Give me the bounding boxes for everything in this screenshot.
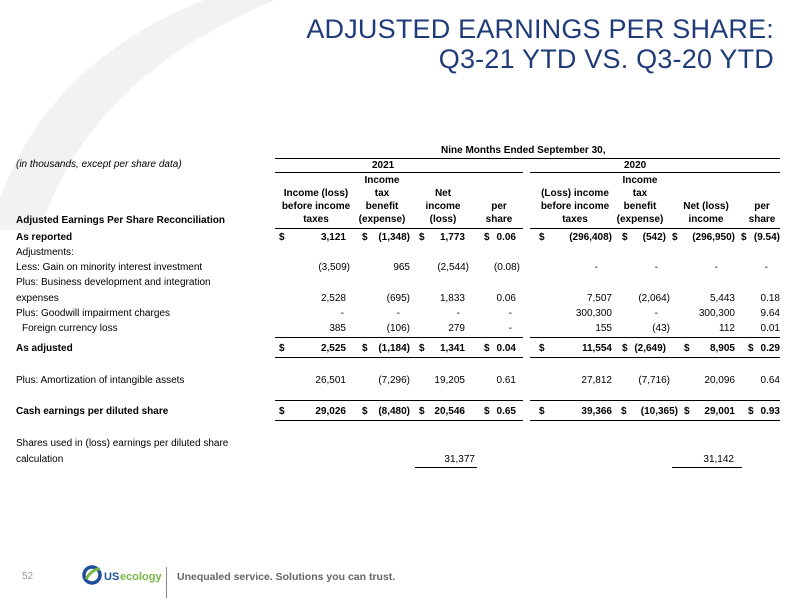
- currency-symbol: $: [684, 343, 690, 354]
- bizdev-2020-pershare: 0.18: [760, 293, 780, 304]
- subtotal-2020-rule: [530, 337, 780, 338]
- as-reported-2021-pershare: 0.06: [496, 232, 516, 243]
- row-label-bizdev-line1: Plus: Business development and integration: [16, 277, 211, 288]
- row-label-amortization: Plus: Amortization of intangible assets: [16, 375, 185, 386]
- as-adjusted-2020-pershare: 0.29: [760, 343, 780, 354]
- year-2020-header: 2020: [624, 160, 647, 171]
- cash-eps-2020-pretax: 39,366: [581, 406, 612, 417]
- bizdev-2020-tax: (2,064): [638, 293, 670, 304]
- col-2020-net-header: Net (loss) income: [683, 201, 729, 225]
- currency-symbol: $: [748, 343, 754, 354]
- currency-symbol: $: [484, 343, 490, 354]
- shares-2021-underline: [415, 467, 477, 468]
- bizdev-2021-pershare: 0.06: [496, 293, 516, 304]
- fx-2020-pershare: 0.01: [760, 323, 780, 334]
- tagline: Unequaled service. Solutions you can trust.: [177, 571, 396, 583]
- gain-2020-pershare: -: [764, 262, 768, 273]
- as-reported-2020-pretax: (296,408): [569, 232, 612, 243]
- as-reported-2020-pershare: (9.54): [753, 232, 780, 243]
- as-adjusted-2021-underline: [275, 357, 523, 358]
- year-2021-header: 2021: [372, 160, 395, 171]
- bizdev-2020-net: 5,443: [709, 293, 735, 304]
- row-label-as-reported: As reported: [16, 232, 73, 243]
- as-adjusted-2021-net: 1,341: [439, 343, 465, 354]
- headers-2021-underline: [275, 228, 523, 229]
- currency-symbol: $: [484, 406, 490, 417]
- currency-symbol: $: [539, 406, 545, 417]
- as-reported-2020-tax: (542): [642, 232, 666, 243]
- currency-symbol: $: [419, 232, 425, 243]
- as-adjusted-2020-underline: [530, 357, 780, 358]
- fx-2020-pretax: 155: [595, 323, 612, 334]
- gain-2021-pretax: (3,509): [318, 262, 350, 273]
- gain-2020-net: -: [714, 262, 718, 273]
- goodwill-2021-tax: -: [396, 308, 400, 319]
- col-2021-net-header: Net income (loss): [425, 188, 461, 225]
- row-label-bizdev-line2: expenses: [16, 293, 59, 304]
- gain-2021-pershare: (0.08): [493, 262, 520, 273]
- cash-eps-2020-pershare: 0.93: [760, 406, 780, 417]
- col-2021-pretax-header: Income (loss) before income taxes: [281, 188, 351, 225]
- goodwill-2020-net: 300,300: [698, 308, 735, 319]
- slide-title-line-1: ADJUSTED EARNINGS PER SHARE:: [306, 14, 774, 44]
- amort-2020-tax: (7,716): [638, 375, 670, 386]
- row-label-gain: Less: Gain on minority interest investment: [16, 262, 203, 273]
- goodwill-2020-tax: -: [654, 308, 658, 319]
- row-header: Adjusted Earnings Per Share Reconciliation: [16, 215, 225, 226]
- amort-2020-pretax: 27,812: [581, 375, 612, 386]
- as-reported-2021-tax: (1,348): [378, 232, 410, 243]
- fx-2020-tax: (43): [652, 323, 670, 334]
- amort-2020-net: 20,096: [704, 375, 735, 386]
- page-number: 52: [22, 571, 34, 582]
- currency-symbol: $: [279, 343, 285, 354]
- cash-eps-2021-pretax: 29,026: [315, 406, 346, 417]
- shares-2020-underline: [672, 467, 742, 468]
- currency-symbol: $: [419, 343, 425, 354]
- cash-eps-2020-tax: (10,365): [640, 406, 678, 417]
- slide-title-line-2: Q3-21 YTD VS. Q3-20 YTD: [438, 44, 774, 74]
- col-2020-pershare-header: per share: [748, 201, 776, 225]
- amort-2021-tax: (7,296): [378, 375, 410, 386]
- currency-symbol: $: [279, 232, 285, 243]
- bizdev-2021-net: 1,833: [439, 293, 465, 304]
- shares-2021: 31,377: [444, 454, 475, 465]
- bizdev-2021-pretax: 2,528: [320, 293, 346, 304]
- currency-symbol: $: [621, 406, 627, 417]
- goodwill-2021-pershare: -: [508, 308, 512, 319]
- bizdev-2020-pretax: 7,507: [586, 293, 612, 304]
- amort-2021-pretax: 26,501: [315, 375, 346, 386]
- col-2020-tax-header: Income tax benefit (expense): [616, 175, 664, 225]
- shares-2020: 31,142: [703, 454, 734, 465]
- as-reported-2021-pretax: 3,121: [320, 232, 346, 243]
- fx-2021-tax: (106): [386, 323, 410, 334]
- cash-eps-2021-tax: (8,480): [378, 406, 410, 417]
- row-label-adjustments: Adjustments:: [16, 247, 74, 258]
- goodwill-2021-net: -: [456, 308, 460, 319]
- as-adjusted-2020-tax: (2,649): [634, 343, 666, 354]
- as-adjusted-2020-net: 8,905: [709, 343, 735, 354]
- fx-2021-pershare: -: [508, 323, 512, 334]
- row-label-as-adjusted: As adjusted: [16, 343, 73, 354]
- as-adjusted-2021-pershare: 0.04: [496, 343, 516, 354]
- currency-symbol: $: [419, 406, 425, 417]
- goodwill-2021-pretax: -: [340, 308, 344, 319]
- currency-symbol: $: [539, 343, 545, 354]
- currency-symbol: $: [748, 406, 754, 417]
- logo-ecology-text: ecology: [120, 571, 162, 583]
- period-header-underline: [275, 158, 780, 159]
- goodwill-2020-pershare: 9.64: [760, 308, 780, 319]
- col-2020-pretax-header: (Loss) income before income taxes: [540, 188, 610, 225]
- subtotal-2021-rule: [275, 337, 523, 338]
- year-2020-underline: [530, 172, 780, 173]
- currency-symbol: $: [622, 343, 628, 354]
- period-header: Nine Months Ended September 30,: [441, 145, 606, 156]
- currency-symbol: $: [362, 232, 368, 243]
- year-2021-underline: [275, 172, 523, 173]
- row-label-shares-line1: Shares used in (loss) earnings per diluted share: [16, 438, 229, 449]
- cash-eps-2021-top-rule: [275, 400, 523, 401]
- cash-eps-2020-net: 29,001: [704, 406, 735, 417]
- as-reported-2021-net: 1,773: [439, 232, 465, 243]
- col-2021-pershare-header: per share: [485, 201, 513, 225]
- currency-symbol: $: [362, 343, 368, 354]
- amort-2020-pershare: 0.64: [760, 375, 780, 386]
- footer-divider: [166, 567, 167, 598]
- bizdev-2021-tax: (695): [386, 293, 410, 304]
- as-adjusted-2021-tax: (1,184): [378, 343, 410, 354]
- headers-2020-underline: [530, 228, 780, 229]
- amort-2021-pershare: 0.61: [496, 375, 516, 386]
- gain-2021-net: (2,544): [437, 262, 469, 273]
- as-adjusted-2020-pretax: 11,554: [581, 343, 612, 354]
- us-ecology-logo: [82, 563, 182, 587]
- cash-eps-2021-pershare: 0.65: [496, 406, 516, 417]
- as-adjusted-2021-pretax: 2,525: [320, 343, 346, 354]
- goodwill-2020-pretax: 300,300: [575, 308, 612, 319]
- col-2021-tax-header: Income tax benefit (expense): [358, 175, 406, 225]
- currency-symbol: $: [741, 232, 747, 243]
- background-arc-graphic: [0, 0, 300, 230]
- row-label-cash-eps: Cash earnings per diluted share: [16, 406, 169, 417]
- units-note: (in thousands, except per share data): [16, 159, 182, 170]
- currency-symbol: $: [684, 406, 690, 417]
- currency-symbol: $: [539, 232, 545, 243]
- row-label-fx: Foreign currency loss: [22, 323, 118, 334]
- amort-2021-net: 19,205: [434, 375, 465, 386]
- gain-2020-pretax: -: [594, 262, 598, 273]
- currency-symbol: $: [672, 232, 678, 243]
- currency-symbol: $: [484, 232, 490, 243]
- logo-us-text: US: [104, 571, 120, 583]
- currency-symbol: $: [362, 406, 368, 417]
- as-reported-2020-net: (296,950): [692, 232, 735, 243]
- fx-2021-pretax: 385: [329, 323, 346, 334]
- row-label-goodwill: Plus: Goodwill impairment charges: [16, 308, 170, 319]
- cash-eps-2020-underline: [530, 420, 780, 421]
- gain-2020-tax: -: [654, 262, 658, 273]
- cash-eps-2020-top-rule: [530, 400, 780, 401]
- fx-2021-net: 279: [448, 323, 465, 334]
- cash-eps-2021-net: 20,546: [434, 406, 465, 417]
- gain-2021-tax: 965: [393, 262, 410, 273]
- currency-symbol: $: [279, 406, 285, 417]
- cash-eps-2021-underline: [275, 420, 523, 421]
- row-label-shares-line2: calculation: [16, 454, 64, 465]
- fx-2020-net: 112: [719, 323, 735, 334]
- currency-symbol: $: [622, 232, 628, 243]
